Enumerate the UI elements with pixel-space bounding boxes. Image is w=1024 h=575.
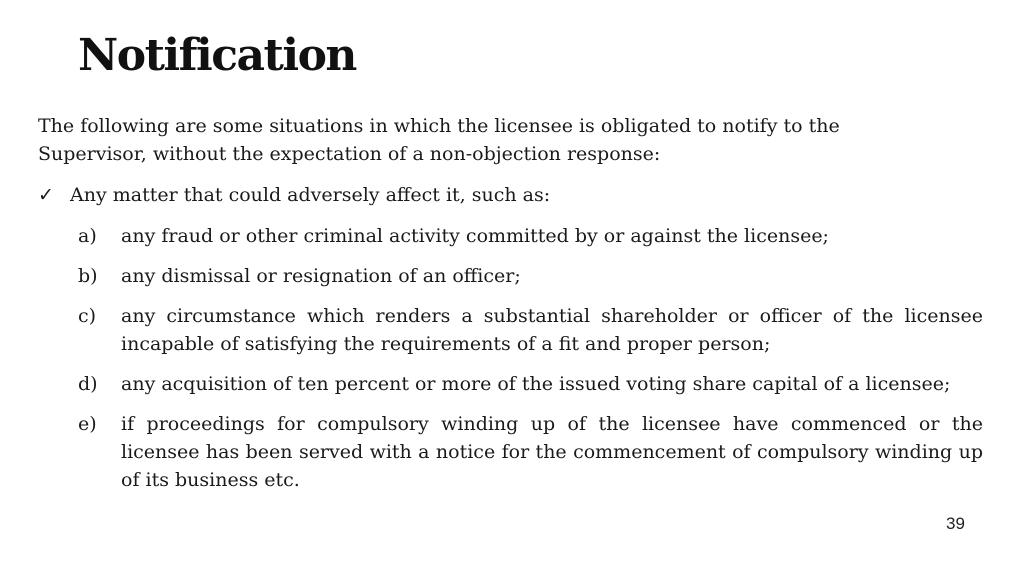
check-item-text: Any matter that could adversely affect it, such as: (70, 184, 551, 206)
item-marker: b) (78, 265, 98, 287)
list-item (78, 262, 983, 290)
item-marker: e) (78, 413, 97, 435)
item-text: any acquisition of ten percent or more of the issued voting share capital of a licensee; (121, 373, 951, 395)
list-item (78, 410, 983, 494)
intro-paragraph: The following are some situations in which the licensee is obligated to notify to the Supervisor, without the expectation of a non-objection response: (38, 115, 840, 165)
item-text: if proceedings for compulsory winding up of the licensee have commenced or the licensee has been served with a notice for the commencement of compulsory winding up of its business etc. (121, 413, 983, 491)
check-item (38, 181, 978, 209)
item-text: any fraud or other criminal activity committed by or against the licensee; (121, 225, 829, 247)
page-number: 39 (946, 514, 965, 533)
list-item (78, 370, 983, 398)
sub-item-list (78, 222, 983, 506)
item-marker: c) (78, 305, 97, 327)
list-item (78, 222, 983, 250)
list-item (78, 302, 983, 358)
item-marker: d) (78, 373, 98, 395)
item-text: any dismissal or resignation of an officer; (121, 265, 521, 287)
item-text: any circumstance which renders a substantial shareholder or officer of the licensee incapable of satisfying the requirements of a fit and proper person; (121, 305, 983, 355)
checkmark-icon: ✓ (38, 184, 54, 206)
slide-title: Notification (78, 30, 356, 81)
item-marker: a) (78, 225, 97, 247)
